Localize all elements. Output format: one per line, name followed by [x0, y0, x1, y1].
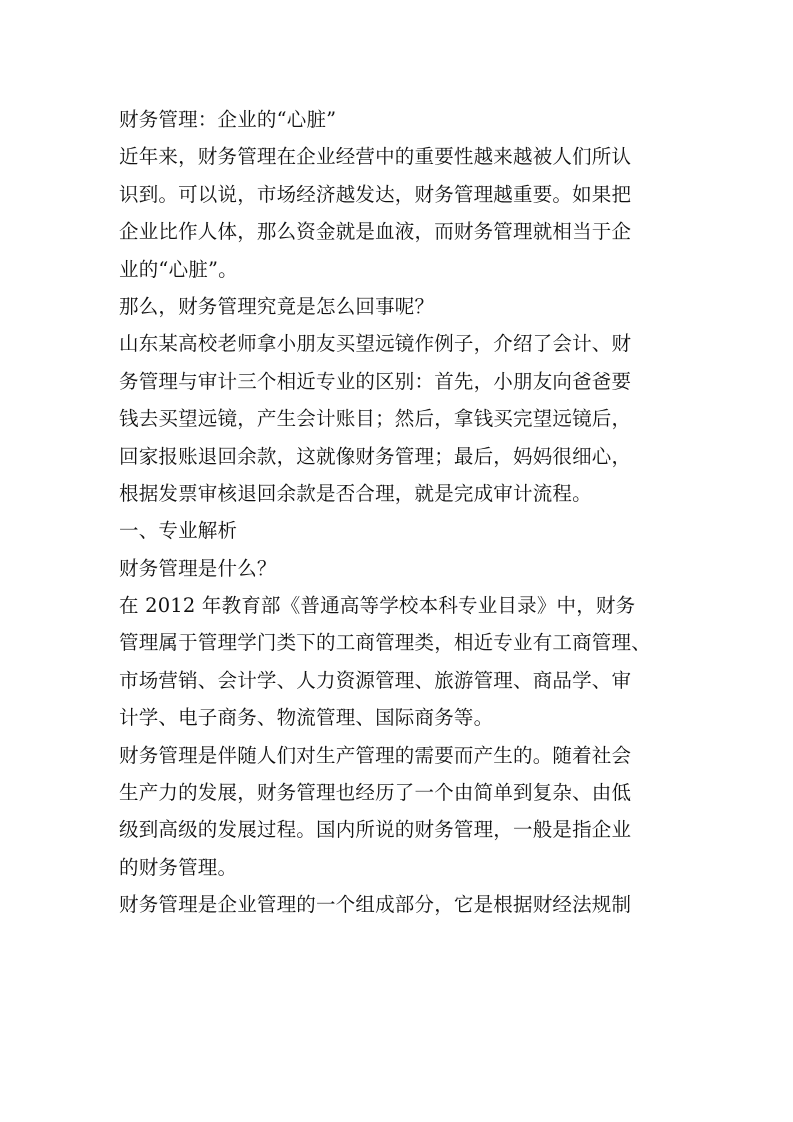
document-body: [119, 101, 699, 924]
paragraph-line: 财务管理是企业管理的一个组成部分，它是根据财经法规制: [119, 893, 632, 917]
document-title: 财务管理：企业的“心脏”: [119, 108, 337, 131]
paragraph-line: 企业比作人体，那么资金就是血液，而财务管理就相当于企: [119, 220, 632, 244]
paragraph-line: 识到。可以说，市场经济越发达，财务管理越重要。如果把: [119, 182, 632, 206]
paragraph-line: 在 2012 年教育部《普通高等学校本科专业目录》中，财务: [119, 594, 636, 618]
paragraph-line: 计学、电子商务、物流管理、国际商务等。: [119, 706, 494, 730]
section-heading: 一、专业解析: [119, 519, 238, 543]
paragraph-line: 回家报账退回余款，这就像财务管理；最后，妈妈很细心，: [119, 444, 632, 468]
paragraph-line: 务管理与审计三个相近专业的区别：首先，小朋友向爸爸要: [119, 369, 632, 393]
paragraph-line: 财务管理是伴随人们对生产管理的需要而产生的。随着社会: [119, 743, 632, 767]
subsection-heading: 财务管理是什么？: [119, 556, 277, 580]
paragraph-line: 级到高级的发展过程。国内所说的财务管理，一般是指企业: [119, 818, 632, 842]
question-line: 那么，财务管理究竟是怎么回事呢？: [119, 294, 435, 318]
paragraph-line: 近年来，财务管理在企业经营中的重要性越来越被人们所认: [119, 145, 632, 169]
paragraph-line: 生产力的发展，财务管理也经历了一个由简单到复杂、由低: [119, 781, 632, 805]
paragraph-line: 山东某高校老师拿小朋友买望远镜作例子，介绍了会计、财: [119, 332, 632, 356]
paragraph-line: 市场营销、会计学、人力资源管理、旅游管理、商品学、审: [119, 668, 632, 692]
paragraph-line: 的财务管理。: [119, 855, 238, 879]
paragraph-line: 业的“心脏”。: [119, 257, 238, 281]
paragraph-line: 钱去买望远镜，产生会计账目；然后，拿钱买完望远镜后，: [119, 407, 632, 431]
paragraph-line: 根据发票审核退回余款是否合理，就是完成审计流程。: [119, 481, 592, 505]
paragraph-line: 管理属于管理学门类下的工商管理类，相近专业有工商管理、: [119, 631, 651, 655]
